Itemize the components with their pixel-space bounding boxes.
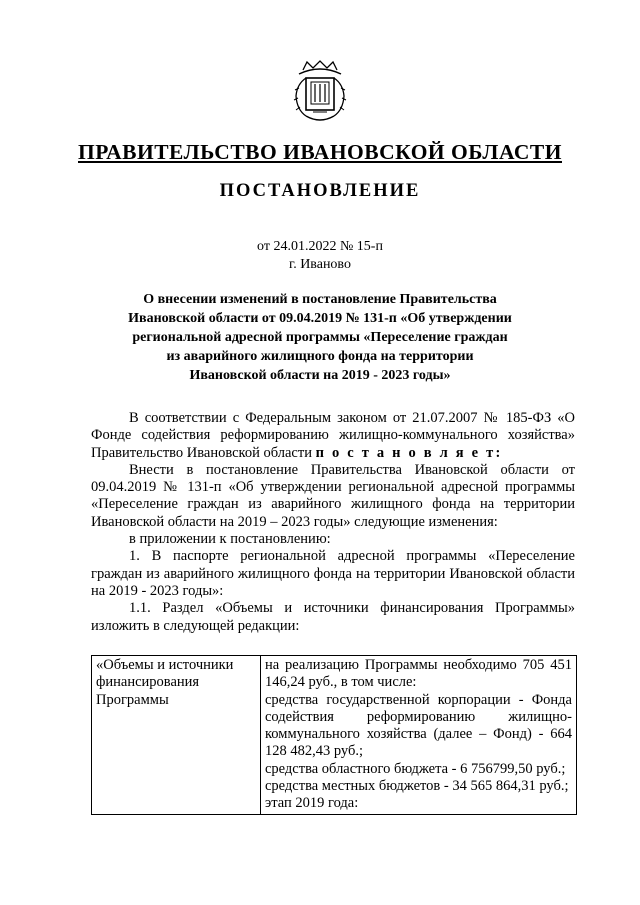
title-line: Ивановской области от 09.04.2019 № 131-п «Об утверждении	[128, 311, 512, 326]
title-line: О внесении изменений в постановление Правительства	[143, 292, 497, 307]
document-meta	[0, 238, 640, 274]
paragraph-amend: Внести в постановление Правительства Ивановской области от 09.04.2019 № 131-п «Об утверждении региональной адресной программы «Переселение граждан из аварийного жилищного фонда на территории Ивановской области на 2019 – 2023 годы» следующие изменения:	[91, 461, 575, 530]
document-body	[91, 410, 575, 635]
city: г. Иваново	[289, 257, 351, 272]
table-cell-content	[261, 656, 577, 815]
title-line: региональной адресной программы «Переселение граждан	[132, 330, 508, 345]
preamble-text: В соответствии с Федеральным законом от 21.07.2007 № 185-ФЗ «О Фонде содействия реформированию жилищно-коммунального хозяйства» Правительство Ивановской области	[91, 410, 575, 461]
table-cell-label: «Объемы и источники финансирования Программы	[92, 656, 261, 815]
document-title	[110, 290, 530, 385]
table-line: средства областного бюджета - 6 756799,50 руб.;	[265, 760, 566, 777]
paragraph-item-1-1: 1.1. Раздел «Объемы и источники финансирования Программы» изложить в следующей редакции:	[91, 600, 575, 634]
table-line: средства местных бюджетов - 34 565 864,31 руб.;	[265, 778, 569, 795]
table-line: на реализацию Программы необходимо 705 451 146,24 руб., в том числе:	[265, 657, 572, 691]
date-number: от 24.01.2022 № 15-п	[257, 239, 383, 254]
paragraph-appendix: в приложении к постановлению:	[129, 531, 331, 548]
table-row	[92, 656, 577, 815]
financing-table	[91, 655, 577, 815]
table-line: этап 2019 года:	[265, 795, 359, 812]
paragraph-item-1: 1. В паспорте региональной адресной программы «Переселение граждан из аварийного жилищного фонда на территории Ивановской области на 2019 - 2023 годы»:	[91, 548, 575, 599]
title-line: Ивановской области на 2019 - 2023 годы»	[189, 368, 451, 383]
title-line: из аварийного жилищного фонда на территории	[166, 349, 474, 364]
document-type: ПОСТАНОВЛЕНИЕ	[219, 181, 421, 201]
coat-of-arms-emblem	[293, 60, 347, 126]
organization-name: ПРАВИТЕЛЬСТВО ИВАНОВСКОЙ ОБЛАСТИ	[78, 140, 562, 164]
paragraph-preamble	[91, 410, 575, 462]
decree-word: п о с т а н о в л я е т:	[315, 444, 503, 461]
table-line: средства государственной корпорации - Фонда содействия реформированию жилищно-коммунального хозяйства (далее – Фонд) - 664 128 482,43 руб.;	[265, 691, 572, 760]
